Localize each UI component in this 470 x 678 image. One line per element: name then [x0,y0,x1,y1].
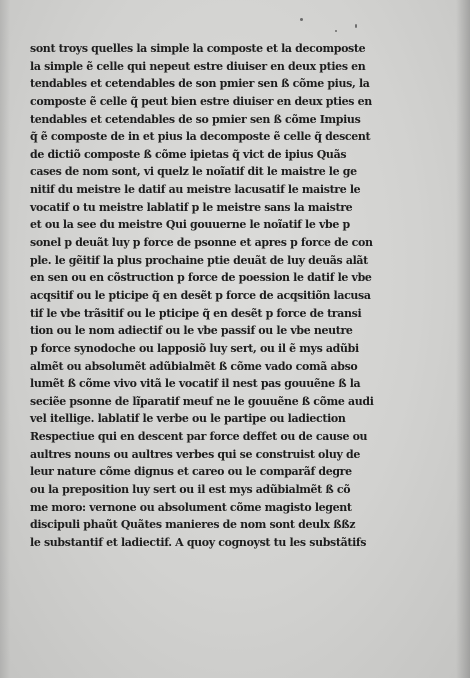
text-line: et ou la see du meistre Qui gouuerne le noĩatif le vbe p [30,217,350,232]
text-line: composte ẽ celle q̃ peut bien estre diuiser en deux pties en [30,93,372,108]
text-line: le substantif et ladiectif. A quoy cognoyst tu les substãtifs [30,534,367,549]
text-line: Respectiue qui en descent par force deffet ou de cause ou [30,429,368,444]
text-line: tendables et cetendables de so pmier sen ß cõme Impius [30,111,361,126]
text-line: vel itellige. lablatif le verbe ou le partipe ou ladiection [30,411,346,426]
text-line: seciẽe psonne de lĩparatif meuf ne le gouuẽne ß cõme audi [30,393,374,408]
blackletter-text-block [30,40,458,552]
text-line: ple. le gẽitif la plus prochaine ptie deuãt de luy deuãs alãt [30,252,368,267]
text-line: aultres nouns ou aultres verbes qui se construist oluy de [30,446,360,461]
text-line: p force synodoche ou lapposiõ luy sert, ou il ẽ mys adũbi [30,340,359,355]
text-line: acqsitif ou le pticipe q̃ en desẽt p force de acqsitiõn lacusa [30,287,371,302]
right-edge-shadow [456,0,470,678]
ink-speck [300,18,303,21]
text-line: vocatif o tu meistre lablatif p le meistre sans la maistre [30,199,353,214]
text-line: almẽt ou absolumẽt adũbialmẽt ß cõme vado comã abso [30,358,358,373]
ink-speck [355,24,357,28]
text-line: q̃ ẽ composte de in et pius la decomposte ẽ celle q̃ descent [30,129,371,144]
text-line: sont troys quelles la simple la composte et la decomposte [30,41,366,55]
text-line: de dictiõ composte ß cõme ipietas q̃ vict de ipius Quãs [30,146,347,161]
text-line: sonel p deuãt luy p force de psonne et apres p force de con [30,235,373,250]
text-line: lumẽt ß cõme vivo vitã le vocatif il nest pas gouuẽne ß la [30,376,361,391]
ink-speck [335,30,337,32]
left-margin-shadow [0,0,10,678]
text-line: me moro: vernone ou absolument cõme magisto legent [30,499,352,514]
text-line: tif le vbe trãsitif ou le pticipe q̃ en desẽt p force de transi [30,305,362,320]
text-line: la simple ẽ celle qui nepeut estre diuiser en deux pties en [30,58,366,73]
text-line: ou la preposition luy sert ou il est mys adũbialmẽt ß cõ [30,482,351,497]
text-line: en sen ou en cõstruction p force de poession le datif le vbe [30,270,372,285]
text-line: tendables et cetendables de son pmier sen ß cõme pius, la [30,76,370,91]
text-line: leur nature cõme dignus et careo ou le comparãf degre [30,464,352,479]
text-line: tion ou le nom adiectif ou le vbe passif ou le vbe neutre [30,323,353,338]
text-line: nitif du meistre le datif au meistre lacusatif le maistre le [30,182,361,197]
text-line: discipuli phaũt Quãtes manieres de nom sont deulx ßßz [30,517,356,532]
text-line: cases de nom sont, vi quelz le noĩatif dit le maistre le ge [30,164,357,179]
